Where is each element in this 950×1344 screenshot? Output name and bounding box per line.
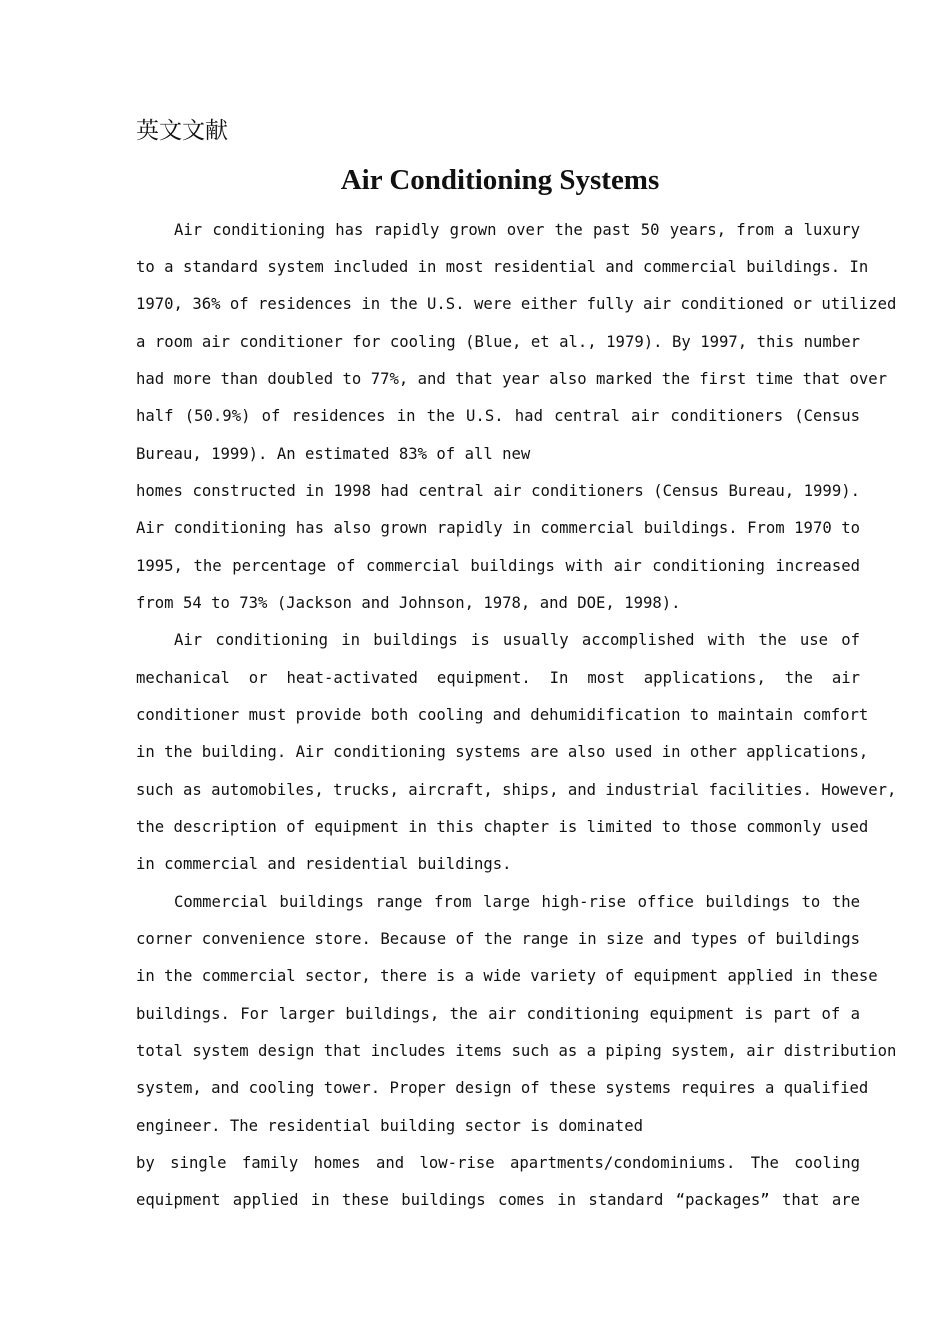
text-line: Air conditioning has rapidly grown over the past 50 years, from a luxury [174, 221, 860, 239]
text-line: from 54 to 73% (Jackson and Johnson, 1978, and DOE, 1998). [136, 594, 681, 612]
section-label: 英文文献 [136, 118, 228, 144]
text-line: half (50.9%) of residences in the U.S. had central air conditioners (Census [136, 407, 860, 425]
text-line: engineer. The residential building sector is dominated [136, 1117, 643, 1135]
text-line: in commercial and residential buildings. [136, 855, 512, 873]
text-line: a room air conditioner for cooling (Blue, et al., 1979). By 1997, this number [136, 333, 860, 351]
text-line: conditioner must provide both cooling and dehumidification to maintain comfort [136, 706, 869, 724]
text-line: buildings. For larger buildings, the air conditioning equipment is part of a [136, 1005, 860, 1023]
text-line: in the commercial sector, there is a wide variety of equipment applied in these [136, 967, 878, 985]
document-title: Air Conditioning Systems [340, 164, 660, 196]
text-line: system, and cooling tower. Proper design of these systems requires a qualified [136, 1079, 869, 1097]
text-line: such as automobiles, trucks, aircraft, ships, and industrial facilities. However, [136, 781, 897, 799]
text-line: to a standard system included in most residential and commercial buildings. In [136, 258, 869, 276]
text-line: had more than doubled to 77%, and that year also marked the first time that over [136, 370, 888, 388]
text-line: corner convenience store. Because of the range in size and types of buildings [136, 930, 860, 948]
text-line: 1970, 36% of residences in the U.S. were either fully air conditioned or utilized [136, 295, 897, 313]
text-line: Air conditioning in buildings is usually accomplished with the use of [174, 631, 860, 649]
text-line: homes constructed in 1998 had central air conditioners (Census Bureau, 1999). [136, 482, 860, 500]
text-line: total system design that includes items such as a piping system, air distribution [136, 1042, 897, 1060]
text-line: 1995, the percentage of commercial buildings with air conditioning increased [136, 557, 860, 575]
text-line: the description of equipment in this chapter is limited to those commonly used [136, 818, 869, 836]
text-line: mechanical or heat-activated equipment. In most applications, the air [136, 669, 860, 687]
text-line: in the building. Air conditioning systems are also used in other applications, [136, 743, 869, 761]
text-line: equipment applied in these buildings comes in standard “packages” that are [136, 1191, 860, 1209]
text-line: Air conditioning has also grown rapidly in commercial buildings. From 1970 to [136, 519, 860, 537]
text-line: Bureau, 1999). An estimated 83% of all new [136, 445, 531, 463]
text-line: Commercial buildings range from large high-rise office buildings to the [174, 893, 860, 911]
text-line: by single family homes and low-rise apartments/condominiums. The cooling [136, 1154, 860, 1172]
